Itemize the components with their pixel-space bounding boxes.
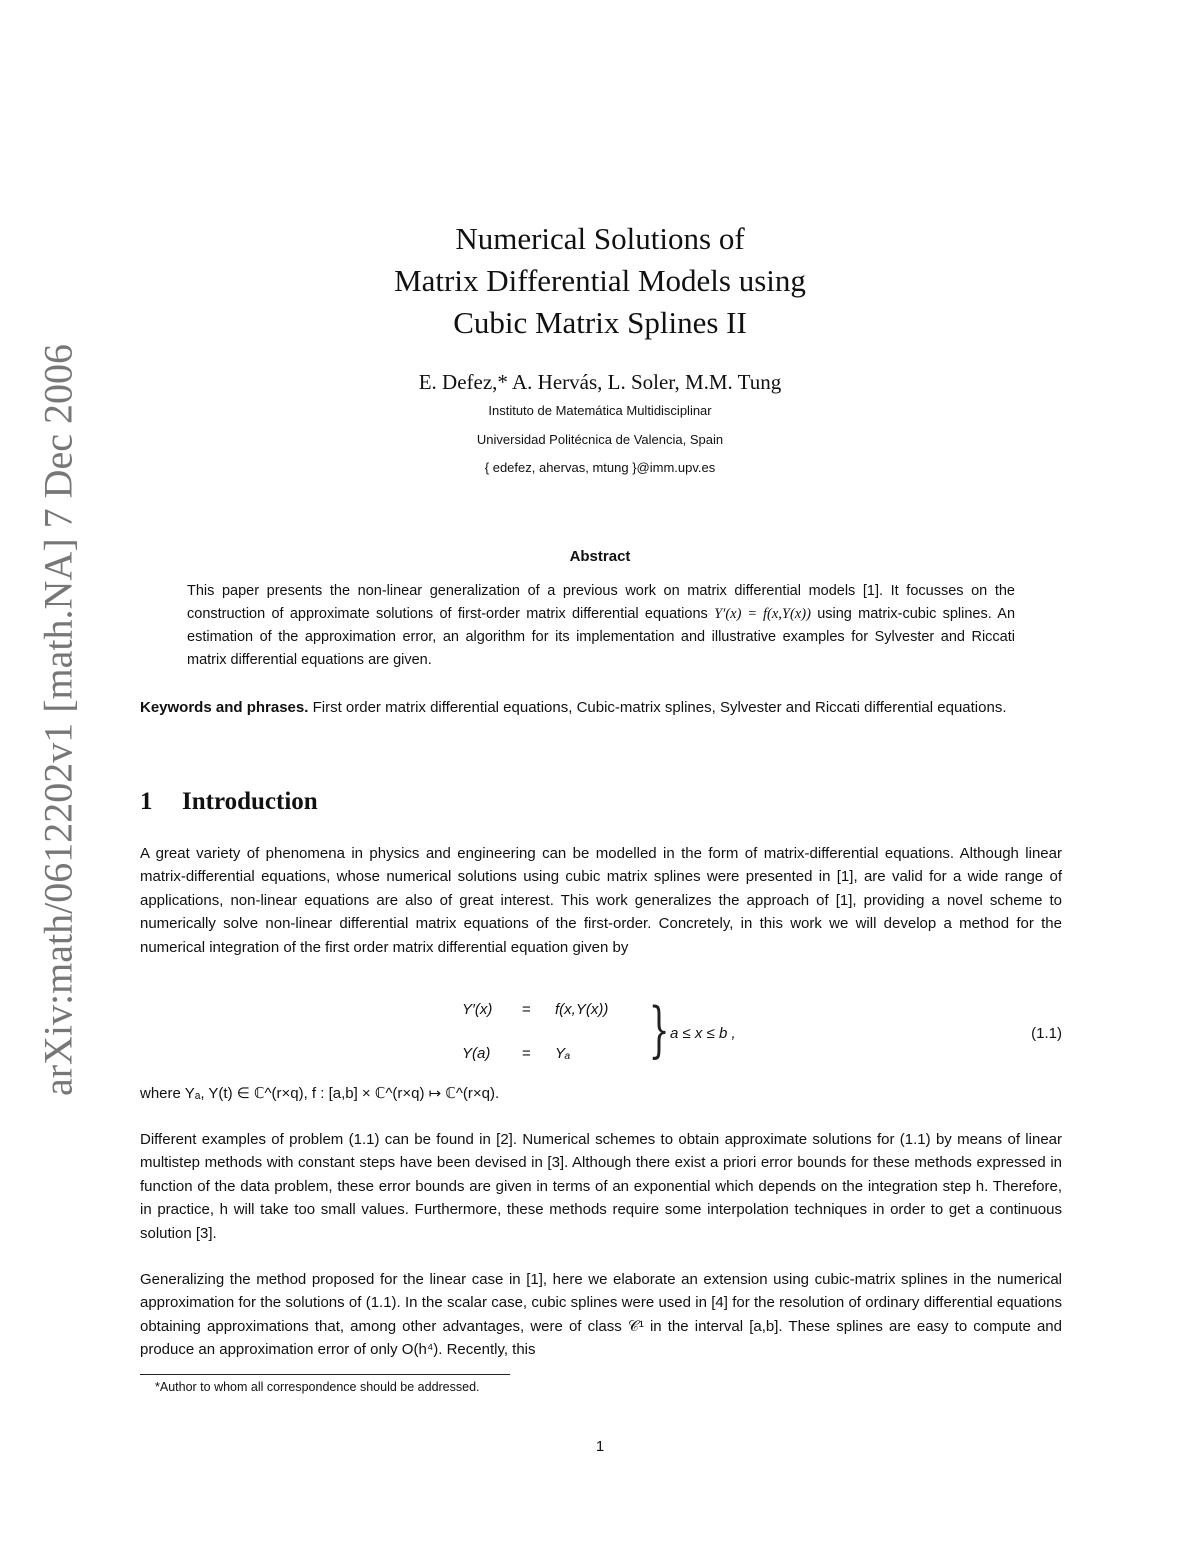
section-number: 1 [140,788,153,815]
equation-number: (1.1) [1031,1025,1062,1042]
keywords-label: Keywords and phrases. [140,699,309,716]
equation-lhs-2: Y(a) [462,1045,491,1062]
author-emails: { edefez, ahervas, mtung }@imm.upv.es [484,460,716,475]
footnote-rule [140,1374,510,1375]
abstract-text-b: using matrix-cubic splines. An estimation of the approximation error, an algorithm for its implementation and illustrative examples for Sylvester and Riccati matrix differential equations are given. [187,606,1016,668]
abstract-text-a: This paper presents the non-linear generalization of a previous work on matrix differential models [1]. It focusses on the construction of approximate solutions of first-order matrix differential equations [187,583,1015,622]
keywords-text: First order matrix differential equations, Cubic-matrix splines, Sylvester and Riccati differential equations. [308,699,1007,716]
equation-1-1 [140,995,1062,1075]
equation-equals-1: = [522,1001,531,1018]
arxiv-identifier [28,330,88,1110]
equation-rhs-2: Yₐ [555,1045,571,1062]
author-list: E. Defez,* A. Hervás, L. Soler, M.M. Tung [418,370,782,394]
keywords-paragraph [140,696,1062,719]
where-line: where Yₐ, Y(t) ∈ ℂ^(r×q), f : [a,b] × ℂ^(r×q) ↦ ℂ^(r×q). [140,1085,500,1102]
title-line-1: Numerical Solutions of [455,221,745,256]
footnote: *Author to whom all correspondence should be addressed. [155,1380,480,1394]
abstract-formula: Y′(x) = f(x,Y(x)) [714,606,811,622]
affiliation-university: Universidad Politécnica de Valencia, Spain [476,432,724,447]
title-line-3: Cubic Matrix Splines II [453,305,747,340]
section-title: Introduction [182,788,318,815]
intro-paragraph-2: Different examples of problem (1.1) can be found in [2]. Numerical schemes to obtain approximate solutions for (1.1) by means of linear multistep methods with constant steps have been devised in [3]. Although there exist a priori error bounds for these methods expressed in function of the data problem, these error bounds are given in terms of an exponential which depends on the integration step h. Therefore, in practice, h will take too small values. Furthermore, these methods require some interpolation techniques in order to get a continuous solution [3]. [140,1131,1062,1242]
affiliation-institute: Instituto de Matemática Multidisciplinar [488,403,712,418]
title-line-2: Matrix Differential Models using [394,263,806,298]
abstract-body [187,580,1015,672]
arxiv-identifier-text: arXiv:math/0612202v1 [math.NA] 7 Dec 2006 [35,343,81,1097]
intro-paragraph-1: A great variety of phenomena in physics and engineering can be modelled in the form of matrix-differential equations. Although linear matrix-differential equations, whose numerical solutions using cubic matrix splines were presented in [1], are valid for a wide range of applications, non-linear equations are also of great interest. This work generalizes the approach of [1], providing a novel scheme to numerically solve non-linear differential matrix equations of the first-order. Concretely, in this work we will develop a method for the numerical integration of the first order matrix differential equation given by [140,845,1062,956]
equation-lhs-1: Y′(x) [462,1001,493,1018]
equation-equals-2: = [522,1045,531,1062]
equation-rhs-1: f(x,Y(x)) [555,1001,609,1018]
section-heading-introduction [140,788,318,816]
equation-right-brace: } [648,995,670,1065]
equation-condition: a ≤ x ≤ b , [670,1025,736,1042]
page-number: 1 [595,1438,605,1455]
intro-paragraph-3: Generalizing the method proposed for the linear case in [1], here we elaborate an extension using cubic-matrix splines in the numerical approximation for the solutions of (1.1). In the scalar case, cubic splines were used in [4] for the resolution of ordinary differential equations obtaining approximations that, among other advantages, were of class 𝒞¹ in the interval [a,b]. These splines are easy to compute and produce an approximation error of only O(h⁴). Recently, this [140,1271,1062,1359]
abstract-heading: Abstract [569,548,631,565]
paper-title [300,218,900,344]
